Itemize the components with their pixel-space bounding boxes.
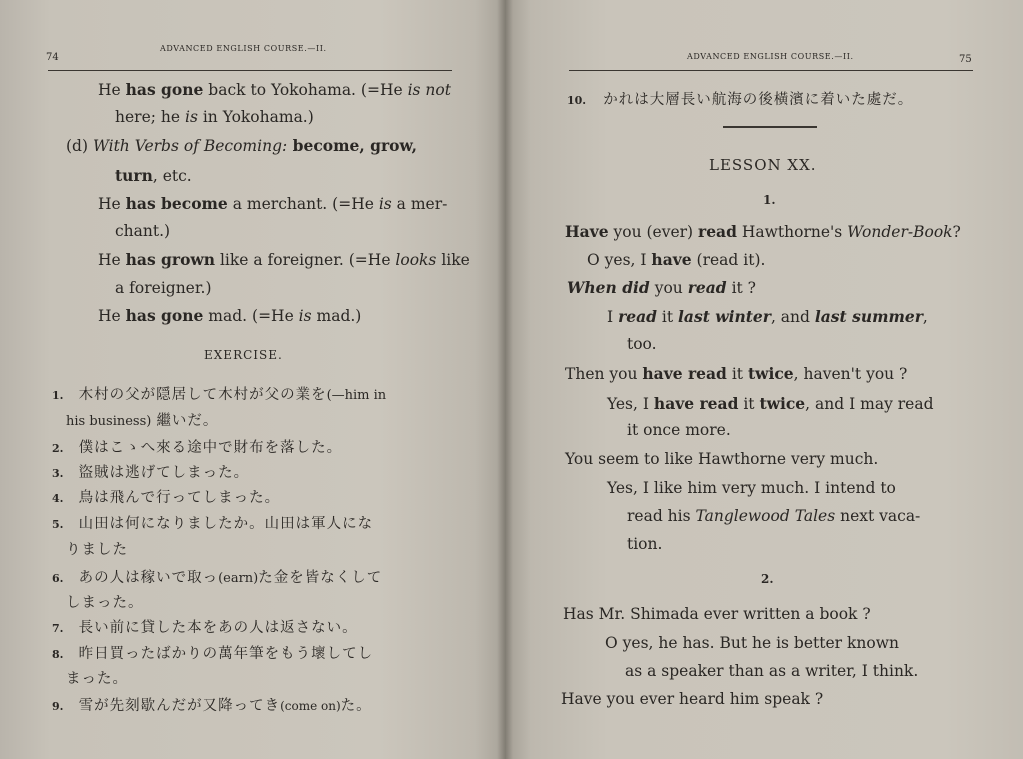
text-line: read his Tanglewood Tales next vaca- xyxy=(627,507,921,525)
exercise-item: しまった。 xyxy=(66,595,144,611)
separator-rule xyxy=(723,126,817,128)
section-number: 2. xyxy=(761,572,774,586)
exercise-item: 7. 長い前に貸した本をあの人は返さない。 xyxy=(52,620,358,636)
text-line: O yes, I have (read it). xyxy=(587,250,766,269)
exercise-title: EXERCISE. xyxy=(204,348,283,362)
text-line: He has gone mad. (=He is mad.) xyxy=(98,306,362,325)
text-line: O yes, he has. But he is better known xyxy=(605,634,899,652)
running-head: ADVANCED ENGLISH COURSE.—II. xyxy=(160,44,327,53)
text-line: here; he is in Yokohama.) xyxy=(115,108,314,126)
text-line: it once more. xyxy=(627,421,731,439)
text-line: Yes, I like him very much. I intend to xyxy=(607,479,896,497)
book-gutter xyxy=(497,0,513,759)
text-line: tion. xyxy=(627,535,663,553)
exercise-item: 8. 昨日買ったばかりの萬年筆をもう壞してし xyxy=(52,646,374,662)
page-number: 75 xyxy=(959,54,972,65)
exercise-item: 1. 木村の父が隠居して木村が父の業を(—him in xyxy=(52,387,387,403)
text-line: Then you have read it twice, haven't you ? xyxy=(565,364,908,383)
exercise-item: 10. かれは大層長い航海の後橫濱に着いた處だ。 xyxy=(567,92,914,108)
text-line: chant.) xyxy=(115,222,171,240)
text-line: He has gone back to Yokohama. (=He is not xyxy=(98,80,451,99)
text-line: He has become a merchant. (=He is a mer- xyxy=(98,194,448,213)
text-line: I read it last winter, and last summer, xyxy=(607,307,928,326)
exercise-item: まった。 xyxy=(66,671,128,687)
section-number: 1. xyxy=(763,193,776,207)
text-line: When did you read it ? xyxy=(567,278,756,297)
exercise-item: 3. 盜賊は逃げてしまった。 xyxy=(52,465,250,481)
text-line: (d) With Verbs of Becoming: become, grow, xyxy=(66,136,417,155)
running-head: ADVANCED ENGLISH COURSE.—II. xyxy=(687,52,854,61)
text-line: too. xyxy=(627,335,657,353)
lesson-title: LESSON XX. xyxy=(709,156,817,174)
text-line: Yes, I have read it twice, and I may read xyxy=(607,394,934,413)
page-number: 74 xyxy=(46,52,59,63)
header-rule xyxy=(48,70,452,71)
text-line: You seem to like Hawthorne very much. xyxy=(565,450,879,468)
exercise-item: 4. 鳥は飛んで行ってしまった。 xyxy=(52,490,281,506)
exercise-item: 9. 雪が先刻歇んだが又降ってき(come on)た。 xyxy=(52,698,372,714)
text-line: turn, etc. xyxy=(115,166,192,185)
exercise-item: 5. 山田は何になりましたか。山田は軍人にな xyxy=(52,516,374,532)
header-rule xyxy=(569,70,973,71)
right-page xyxy=(505,0,1023,759)
exercise-item: 2. 僕はこゝへ來る途中で財布を落した。 xyxy=(52,440,343,456)
left-page xyxy=(0,0,505,759)
exercise-item: りました xyxy=(66,542,128,558)
text-line: He has grown like a foreigner. (=He looks like xyxy=(98,250,470,269)
exercise-item: his business) 繼いだ。 xyxy=(66,413,219,429)
exercise-item: 6. あの人は稼いで取っ(earn)た金を皆なくして xyxy=(52,570,383,586)
text-line: Have you ever heard him speak ? xyxy=(561,690,824,708)
text-line: as a speaker than as a writer, I think. xyxy=(625,662,919,680)
text-line: Has Mr. Shimada ever written a book ? xyxy=(563,605,871,623)
text-line: a foreigner.) xyxy=(115,279,212,297)
text-line: Have you (ever) read Hawthorne's Wonder-Book? xyxy=(565,222,961,241)
